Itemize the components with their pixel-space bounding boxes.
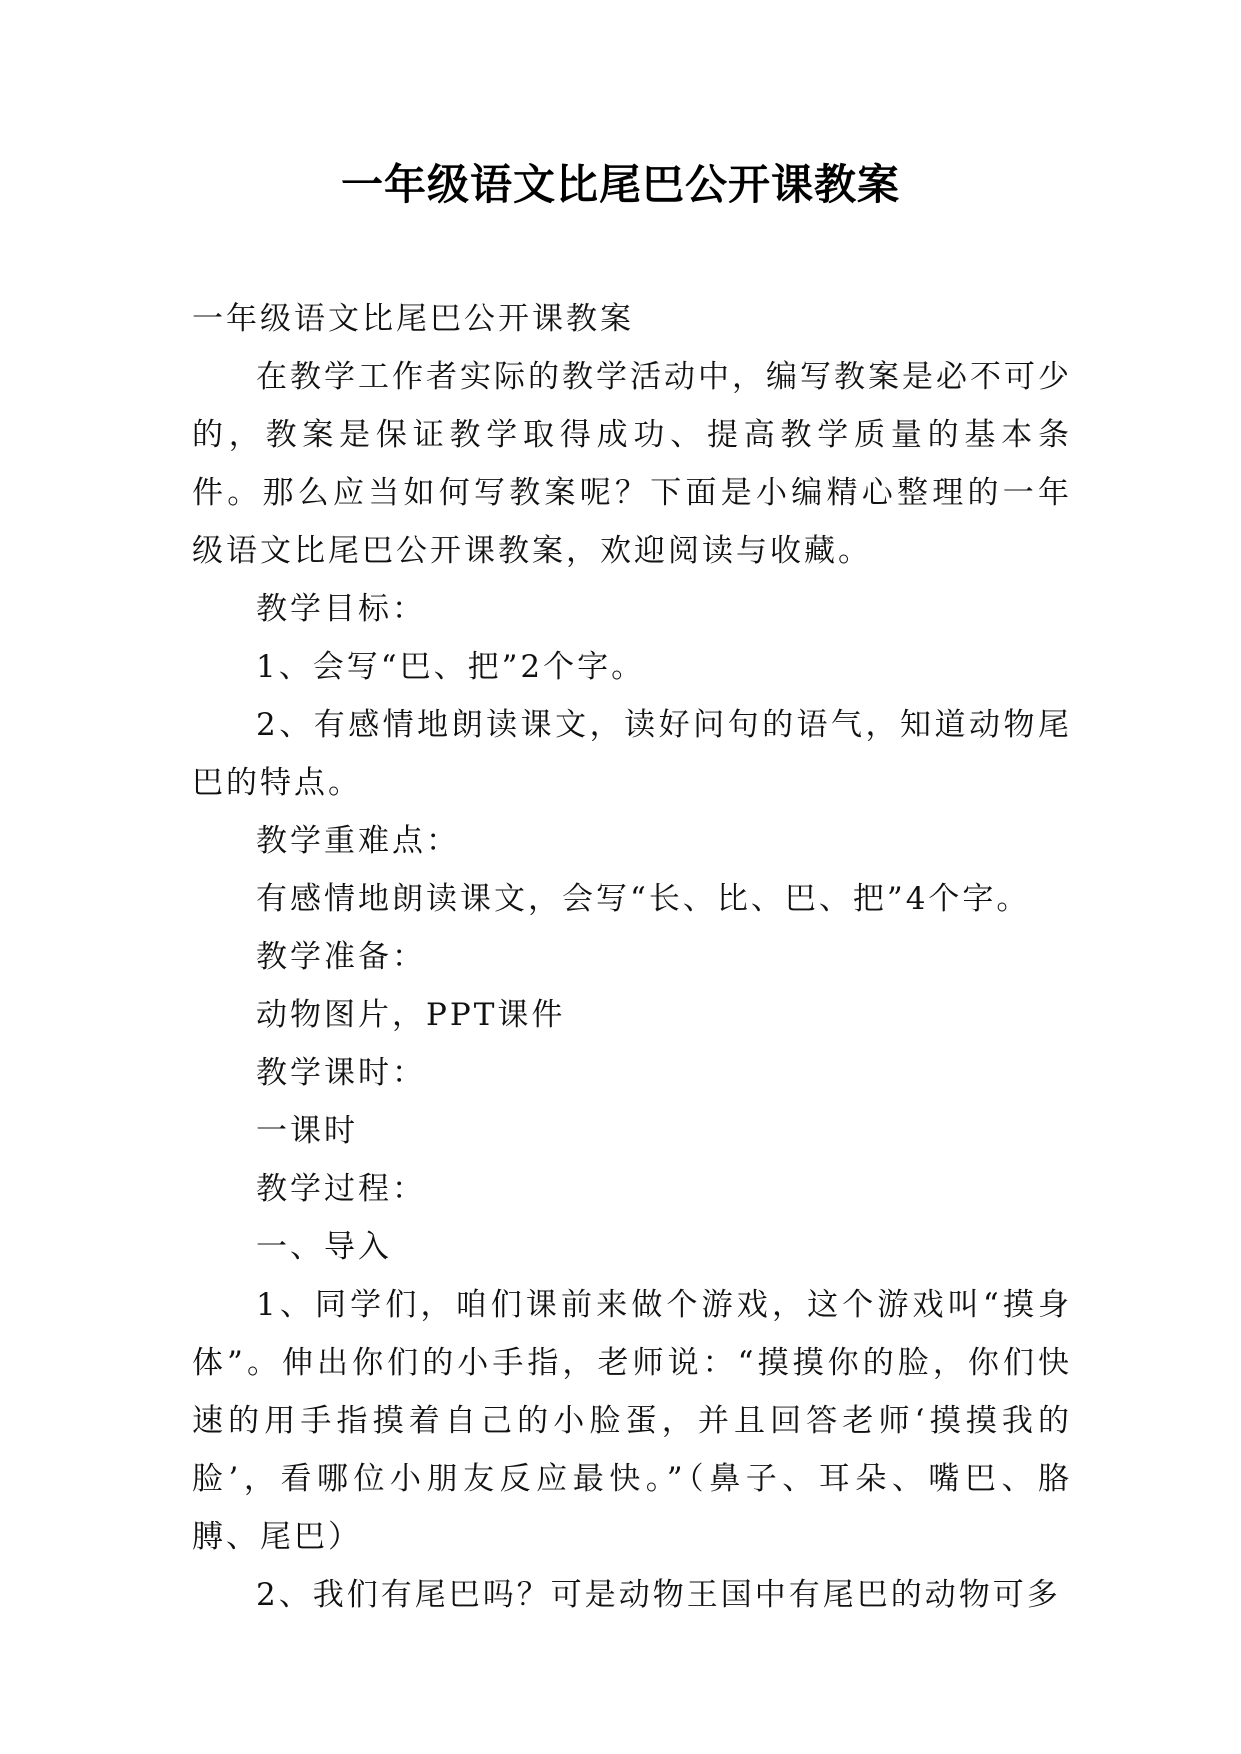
document-body <box>192 290 1072 1624</box>
process-step-intro: 一、导入 <box>256 1229 392 1265</box>
preparation-text: 动物图片，PPT课件 <box>256 997 566 1033</box>
section-process-heading: 教学过程： <box>256 1171 426 1207</box>
objective-item-2: 2、有感情地朗读课文，读好问句的语气，知道动物尾巴的特点。 <box>192 707 1072 801</box>
paragraph-heading: 一年级语文比尾巴公开课教案 <box>192 301 634 337</box>
section-duration-heading: 教学课时： <box>256 1055 426 1091</box>
document-title: 一年级语文比尾巴公开课教案 <box>340 160 900 209</box>
paragraph-intro: 在教学工作者实际的教学活动中，编写教案是必不可少的，教案是保证教学取得成功、提高教学质量的基本条件。那么应当如何写教案呢？下面是小编精心整理的一年级语文比尾巴公开课教案，欢迎阅读与收藏。 <box>192 359 1072 569</box>
section-objectives-heading: 教学目标： <box>256 591 426 627</box>
keypoints-text: 有感情地朗读课文，会写“长、比、巴、把”4个字。 <box>256 881 1031 917</box>
duration-text: 一课时 <box>256 1113 358 1149</box>
process-item-2: 2、我们有尾巴吗？可是动物王国中有尾巴的动物可多 <box>256 1577 1061 1613</box>
section-preparation-heading: 教学准备： <box>256 939 426 975</box>
section-keypoints-heading: 教学重难点： <box>256 823 460 859</box>
objective-item-1: 1、会写“巴、把”2个字。 <box>256 649 646 685</box>
process-item-1: 1、同学们，咱们课前来做个游戏，这个游戏叫“摸身体”。伸出你们的小手指，老师说：“摸摸你的脸，你们快速的用手指摸着自己的小脸蛋，并且回答老师‘摸摸我的脸’，看哪位小朋友反应最快。”（鼻子、耳朵、嘴巴、胳膊、尾巴） <box>192 1287 1072 1555</box>
